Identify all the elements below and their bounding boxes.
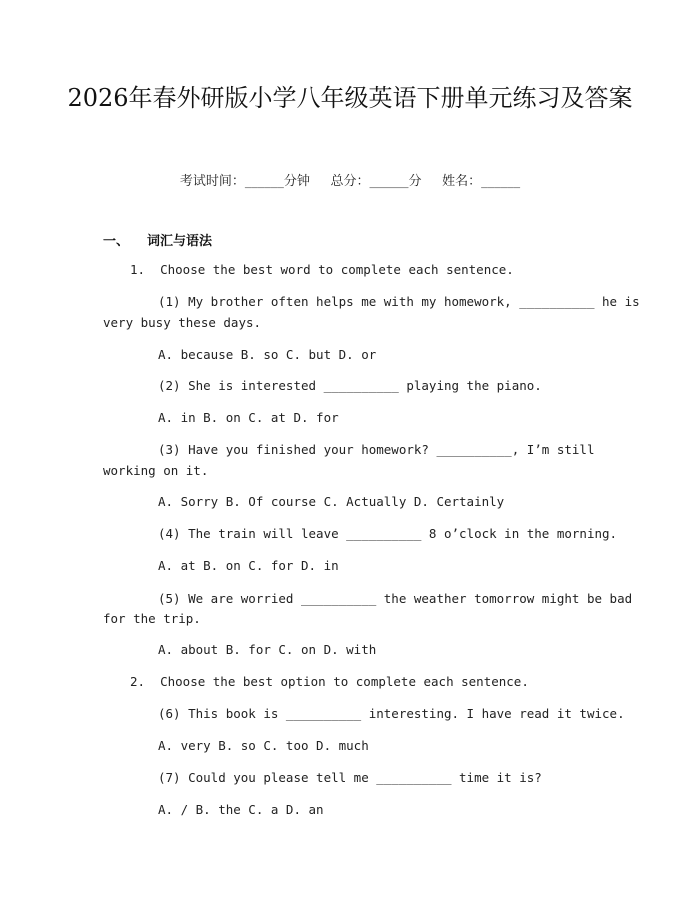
section-heading xyxy=(103,230,212,249)
question-1-cont: very busy these days. xyxy=(103,315,262,330)
options-3: A. Sorry B. Of course C. Actually D. Certainly xyxy=(158,494,505,509)
question-4: (4) The train will leave __________ 8 o’clock in the morning. xyxy=(158,526,618,541)
options-1: A. because B. so C. but D. or xyxy=(158,347,377,362)
question-5: (5) We are worried __________ the weather tomorrow might be bad xyxy=(158,591,633,606)
section-number: 一、 xyxy=(103,234,130,249)
question-3: (3) Have you finished your homework? __________, I’m still xyxy=(158,442,595,457)
exam-info: 考试时间：______分钟 总分：______分 姓名：______ xyxy=(179,174,521,189)
options-2: A. in B. on C. at D. for xyxy=(158,410,339,425)
options-4: A. at B. on C. for D. in xyxy=(158,558,339,573)
options-6: A. very B. so C. too D. much xyxy=(158,738,369,753)
question-1: (1) My brother often helps me with my homework, __________ he is xyxy=(158,294,640,309)
document-title: 2026年春外研版小学八年级英语下册单元练习及答案 xyxy=(67,84,633,112)
section-name: 词汇与语法 xyxy=(147,234,213,249)
options-5: A. about B. for C. on D. with xyxy=(158,642,377,657)
question-5-cont: for the trip. xyxy=(103,611,201,626)
question-2: (2) She is interested __________ playing the piano. xyxy=(158,378,542,393)
question-3-cont: working on it. xyxy=(103,463,209,478)
question-7: (7) Could you please tell me __________ time it is? xyxy=(158,770,542,785)
question-6: (6) This book is __________ interesting. I have read it twice. xyxy=(158,706,625,721)
options-7: A. / B. the C. a D. an xyxy=(158,802,324,817)
question-group-1: 1. Choose the best word to complete each sentence. xyxy=(130,262,514,277)
question-group-2: 2. Choose the best option to complete each sentence. xyxy=(130,674,529,689)
